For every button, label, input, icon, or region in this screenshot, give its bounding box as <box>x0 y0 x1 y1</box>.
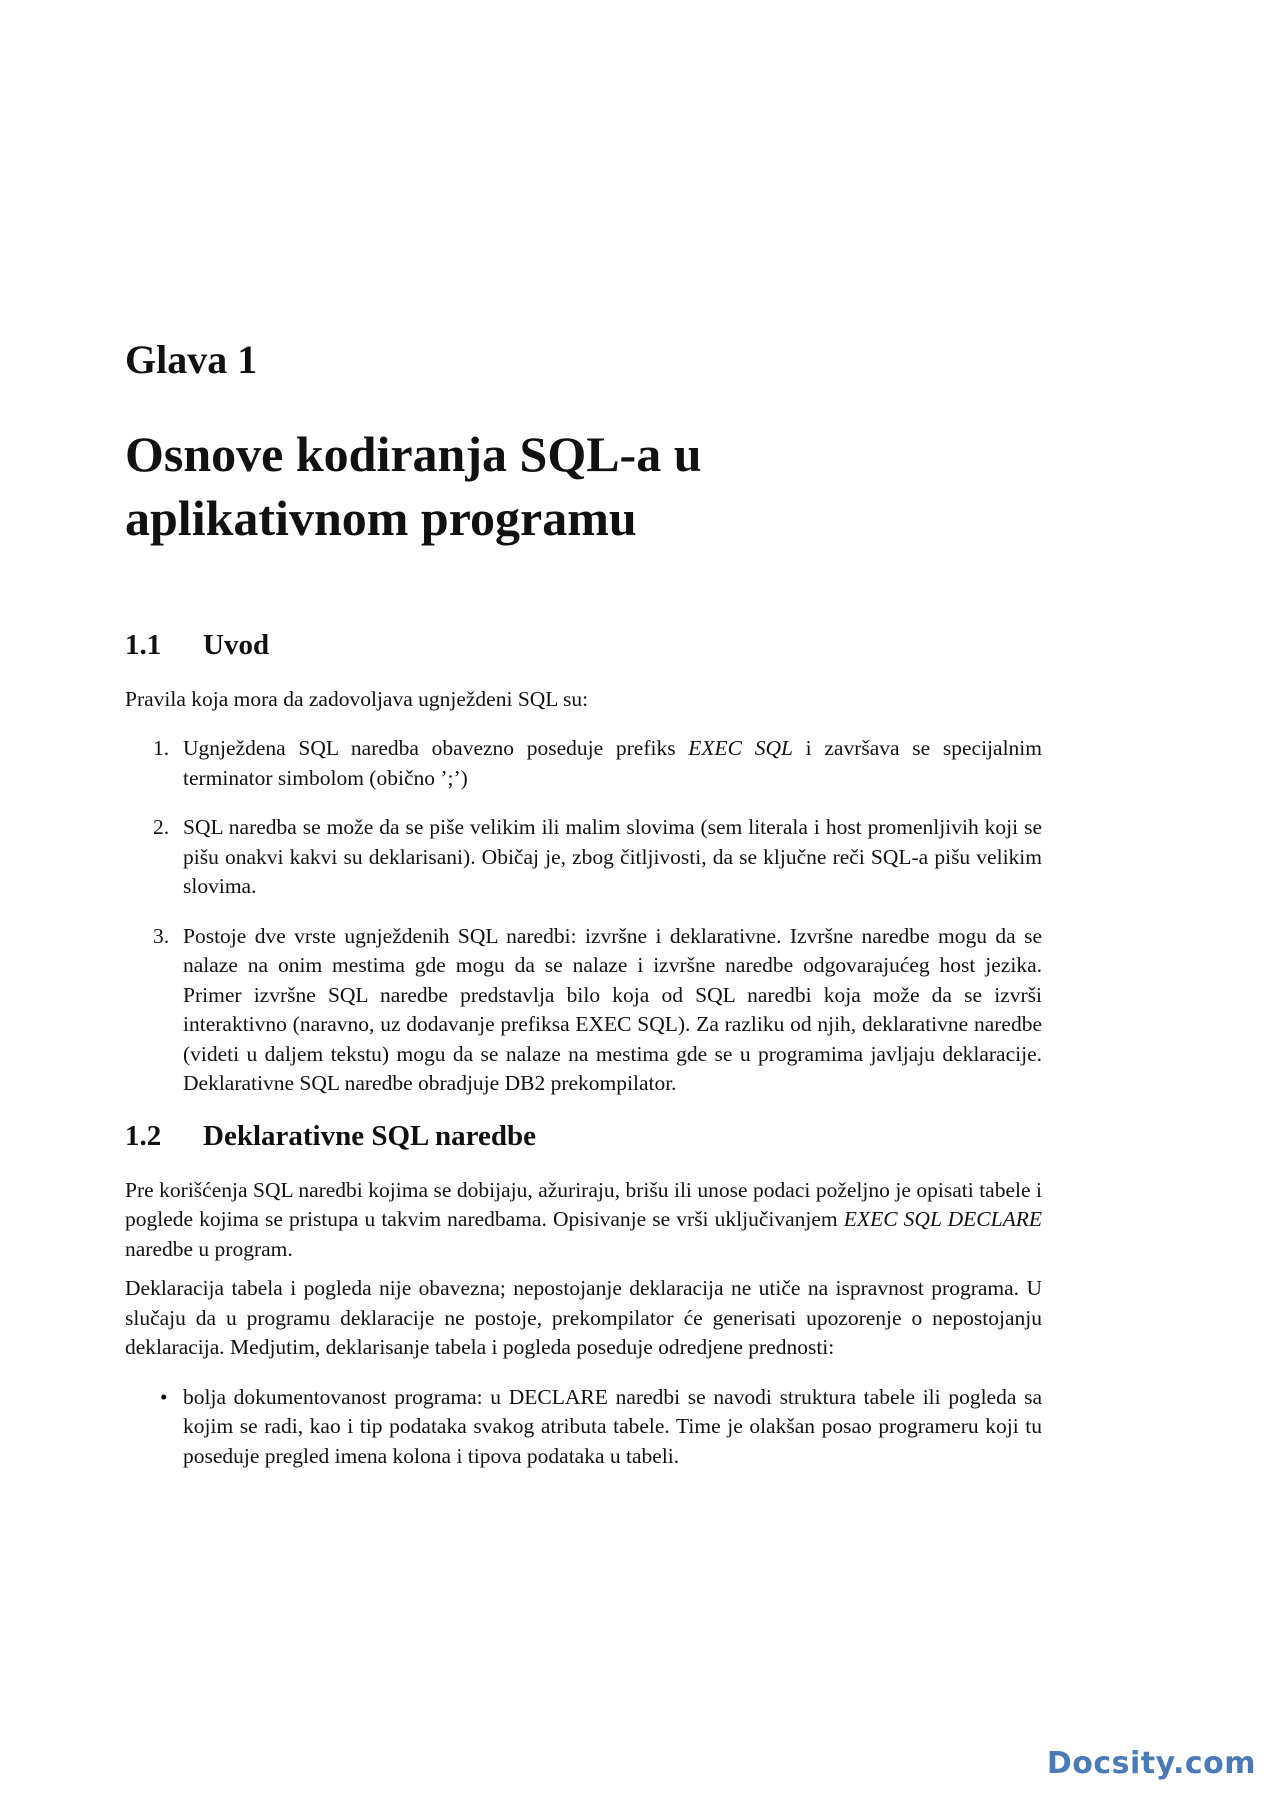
list-item <box>125 922 1042 1099</box>
chapter-label: Glava 1 <box>125 337 258 382</box>
rules-list <box>125 734 1042 1099</box>
section1-intro: Pravila koja mora da zadovoljava ugnježdeni SQL su: <box>125 686 589 711</box>
list-item-emphasis: EXEC SQL <box>688 736 793 761</box>
section-number: 1.2 <box>125 1119 162 1152</box>
paragraph-text-before: Pre korišćenja SQL naredbi kojima se dobijaju, ažuriraju, brišu ili unose podaci poželjno je opisati tabele i poglede kojima se pristupa u takvim naredbama. Opisivanje se vrši uključivanjem <box>125 1177 1042 1232</box>
list-item-text-after: i završava se specijalnim terminator simbolom (obično ’;’) <box>183 736 1042 790</box>
list-item <box>125 813 1042 902</box>
list-marker: 3. <box>153 923 170 948</box>
section-heading-uvod <box>125 628 1042 663</box>
list-item-text: SQL naredba se može da se piše velikim ili malim slovima (sem literala i host promenljivih koji se pišu onakvi kakvi su deklarisani). Običaj je, zbog čitljivosti, da se ključne reči SQL-a pišu velikim slovima. <box>183 815 1042 899</box>
chapter-title-line2: aplikativnom programu <box>125 490 637 546</box>
chapter-title-line1: Osnove kodiranja SQL-a u <box>125 426 702 482</box>
chapter-title <box>125 422 1042 550</box>
list-item <box>125 1383 1042 1472</box>
section2-paragraph2: Deklaracija tabela i pogleda nije obavezna; nepostojanje deklaracija ne utiče na ispravnost programa. U slučaju da u programu deklaracije ne postoje, prekompilator će generisati upozorenje o nepostojanju deklaracija. Medjutim, deklarisanje tabela i pogleda poseduje odredjene prednosti: <box>125 1276 1042 1360</box>
section-title: Uvod <box>203 629 270 661</box>
list-marker: 2. <box>153 815 170 840</box>
docsity-watermark: Docsity.com <box>1046 1746 1256 1781</box>
section2-paragraph1 <box>125 1176 1042 1265</box>
list-item-text: bolja dokumentovanost programa: u DECLARE naredbi se navodi struktura tabele ili pogleda sa kojim se radi, kao i tip podataka svakog atributa tabele. Time je olakšan posao programeru koji tu poseduje pregled imena kolona i tipova podataka u tabeli. <box>183 1384 1042 1468</box>
bullet-marker: • <box>160 1384 168 1409</box>
advantages-list <box>125 1383 1042 1472</box>
section-title: Deklarativne SQL naredbe <box>203 1119 536 1152</box>
list-item-text-before: Ugnježdena SQL naredba obavezno poseduje prefiks <box>183 736 689 761</box>
paragraph-text-after: naredbe u program. <box>125 1236 293 1261</box>
page-content <box>125 338 1042 1491</box>
list-item <box>125 734 1042 793</box>
section-number: 1.1 <box>125 629 162 661</box>
list-item-text: Postoje dve vrste ugnježdenih SQL naredbi: izvršne i deklarativne. Izvršne naredbe mogu da se nalaze na onim mestima gde mogu da se nalaze i izvršne naredbe odgovarajućeg host jezika. Primer izvršne SQL naredbe predstavlja bilo koja od SQL naredbi koja može da se izvrši interaktivno (naravno, uz dodavanje prefiksa EXEC SQL). Za razliku od njih, deklarativne naredbe (videti u daljem tekstu) mogu da se nalaze na mestima gde se u programima javljaju deklaracije. Deklarativne SQL naredbe obradjuje DB2 prekompilator. <box>183 923 1042 1096</box>
section-heading-deklarativne <box>125 1119 1042 1154</box>
list-marker: 1. <box>153 736 170 761</box>
paragraph-emphasis: EXEC SQL DECLARE <box>843 1207 1042 1232</box>
